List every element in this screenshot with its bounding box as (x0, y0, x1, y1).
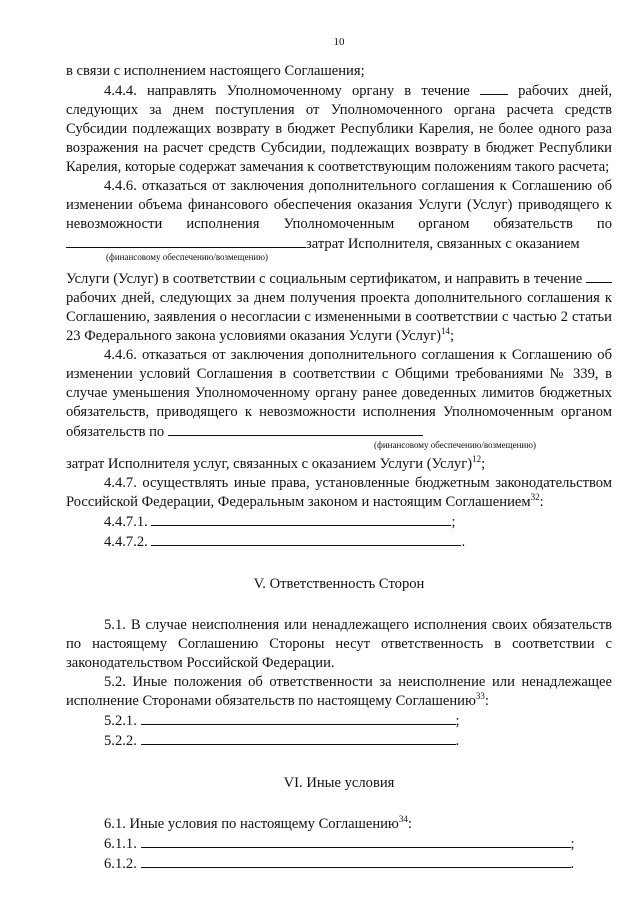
text-4-4-4-b: рабочих дней, следующих за днем поступления от Уполномоченного органа расчета средств Субсидии подлежащих возврату в бюджет Республики Карелия, не более одного раза возражения на расчет средств Субсидии, подлежащих возврату в бюджет Республики Карелия, которые содержат замечания к соответствующим положениям такого расчета; (66, 83, 612, 175)
blank-5-2-1 (141, 711, 456, 725)
section-6-title: VI. Иные условия (283, 775, 395, 791)
blank-6-1-1 (141, 834, 571, 848)
paragraph-6-1: 6.1. Иные условия по настоящему Соглашению$^{34}$: (104, 814, 412, 832)
caption-financing: (финансовому обеспечению/возмещению) (106, 252, 268, 262)
footnote-ref-14: 14 (441, 326, 451, 337)
paragraph-4-4-6-second-cont: затрат Исполнителя услуг, связанных с оказанием Услуги (Услуг)$^{12}$; (66, 454, 486, 472)
paragraph-4-4-6-second (66, 346, 612, 442)
footnote-ref-34: 34 (398, 814, 408, 825)
footnote-ref-32: 32 (530, 492, 540, 503)
blank-financing-2 (168, 422, 423, 436)
footnote-ref-33: 33 (475, 691, 485, 702)
blank-days-2 (586, 269, 612, 283)
item-5-2-2: 5.2.2. . (104, 733, 460, 749)
blank-5-2-2 (141, 731, 456, 745)
text-4-4-6a-c: Услуги (Услуг) в соответствии с социальным сертификатом, и направить в течение (66, 271, 583, 287)
paragraph-4-4-7: 4.4.7. осуществлять иные права, установленные бюджетным законодательством Российской Федерации, Федеральным законом и настоящим Соглашением$^{32}$: (66, 475, 612, 510)
blank-4-4-7-2 (151, 532, 461, 546)
item-6-1-2: 6.1.2. . (104, 856, 575, 872)
text-4-4-6a-d: рабочих дней, следующих за днем получения проекта дополнительного соглашения к Соглашению, заявления о несогласии с измененными в соответствии с частью 2 статьи 23 Федерального закона условиями оказания Услуги (Услуг) (66, 290, 612, 344)
text-4-4-6b-a: 4.4.6. отказаться от заключения дополнительного соглашения к Соглашению об изменении условий Соглашения в соответствии с Общими требованиями № 339, в случае уменьшения Уполномоченному органу ранее доведенных лимитов бюджетных обязательств, приводящего к невозможности исполнения Уполномоченным органом обязательств по (66, 347, 612, 440)
text-4-4-7: 4.4.7. осуществлять иные права, установленные бюджетным законодательством Российской Федерации, Федеральным законом и настоящим Соглашением (66, 475, 612, 510)
text-4-4-6a-a: 4.4.6. отказаться от заключения дополнительного соглашения к Соглашению об изменении объема финансового обеспечения оказания Услуги (Услуг) приводящего к невозможности исполнения Уполномоченным органом обязательств по (66, 178, 612, 232)
paragraph-4-4-4 (66, 81, 612, 177)
blank-days (480, 81, 508, 95)
text-4-4-6b-b: затрат Исполнителя услуг, связанных с оказанием Услуги (Услуг) (66, 456, 473, 472)
paragraph-4-4-6-first-cont: Услуги (Услуг) в соответствии с социальным сертификатом, и направить в течение рабочих дней, следующих за днем получения проекта дополнительного соглашения к Соглашению, заявления о несогласии с измененными в соответствии с частью 2 статьи 23 Федерального закона условиями оказания Услуги (Услуг)$^{14}$; (66, 271, 612, 344)
item-4-4-7-2: 4.4.7.2. . (104, 534, 466, 550)
text-4-4-4-a: 4.4.4. направлять Уполномоченному органу в течение (104, 83, 470, 99)
item-4-4-7-1: 4.4.7.1. ; (104, 514, 456, 530)
blank-6-1-2 (141, 854, 571, 868)
caption-financing-2: (финансовому обеспечению/возмещению) (374, 440, 536, 450)
blank-4-4-7-1 (151, 512, 451, 526)
page-number: 10 (333, 36, 345, 48)
paragraph-continuation: в связи с исполнением настоящего Соглашения; (66, 63, 365, 79)
text-4-4-6a-b: затрат Исполнителя, связанных с оказанием (306, 236, 580, 252)
item-6-1-1: 6.1.1. ; (104, 836, 575, 852)
paragraph-5-2: 5.2. Иные положения об ответственности за неисполнение или ненадлежащее исполнение Сторонами обязательств по настоящему Соглашению$^{33}$: (66, 674, 612, 709)
section-5-title: V. Ответственность Сторон (253, 576, 425, 592)
item-5-2-1: 5.2.1. ; (104, 713, 460, 729)
paragraph-5-1: 5.1. В случае неисполнения или ненадлежащего исполнения своих обязательств по настоящему Соглашению Стороны несут ответственность в соответствии с законодательством Российской Федерации. (66, 617, 612, 671)
document-page (66, 36, 612, 874)
blank-financing (66, 234, 306, 248)
footnote-ref-12: 12 (472, 454, 482, 465)
paragraph-4-4-6-first (66, 177, 612, 254)
